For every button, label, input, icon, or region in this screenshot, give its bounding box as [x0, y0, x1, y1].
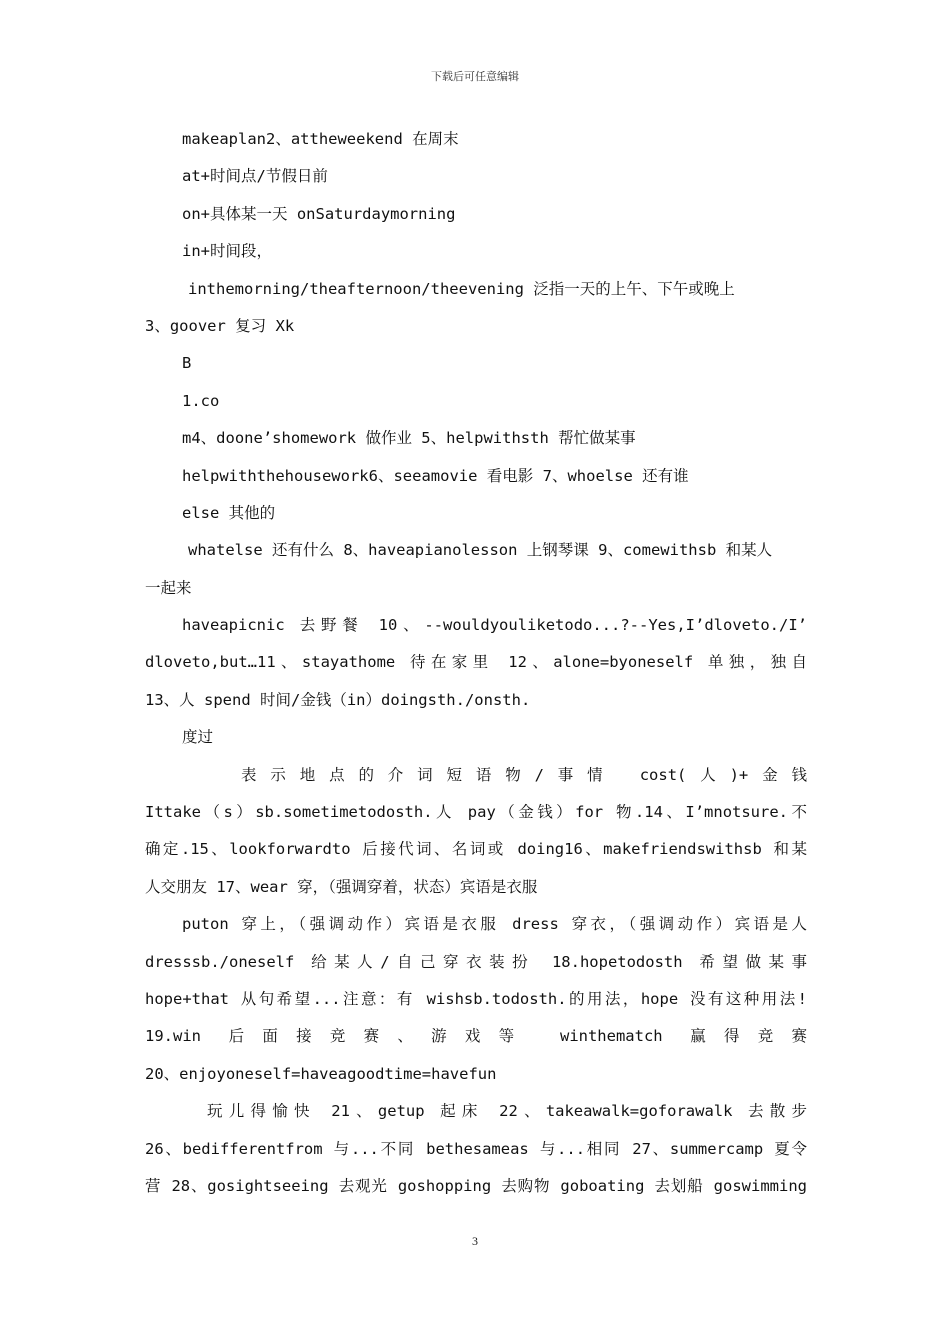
text-line: at+时间点/节假日前 [182, 167, 328, 186]
text-line: 一起来 [145, 578, 192, 597]
text-line: in+时间段， [182, 242, 272, 261]
text-line: haveapicnic 去野餐 10、--wouldyouliketodo...?--Yes,I’dloveto./I’ [182, 616, 807, 635]
text-line: hope+that 从句希望...注意：有 wishsb.todosth.的用法，hope 没有这种用法! [145, 989, 807, 1008]
text-line: Ittake（s）sb.sometimetodosth.人 pay（金钱）for 物.14、I’mnotsure.不 [145, 803, 807, 822]
text-line: else 其他的 [182, 503, 276, 522]
text-line: 26、bedifferentfrom 与...不同 bethesameas 与...相同 27、summercamp 夏令 [145, 1139, 807, 1158]
text-line: 20、enjoyoneself=haveagoodtime=havefun [145, 1064, 497, 1083]
text-line: B [182, 354, 192, 373]
text-line: 营 28、gosightseeing 去观光 goshopping 去购物 goboating 去划船 goswimming [145, 1176, 807, 1195]
text-line: makeaplan2、attheweekend 在周末 [182, 130, 459, 148]
text-line: 玩儿得愉快 21、getup 起床 22、takeawalk=goforawalk 去散步 [207, 1102, 807, 1121]
text-line: 1.co [182, 391, 220, 410]
text-line: helpwiththehousework6、seeamovie 看电影 7、whoelse 还有谁 [182, 466, 689, 485]
page-number: 3 [472, 1234, 478, 1248]
text-line: 19.win 后面接竞赛、游戏等 winthematch 赢得竞赛 [145, 1027, 807, 1046]
text-line: inthemorning/theafternoon/theevening 泛指一天的上午、下午或晚上 [188, 279, 735, 298]
text-line: whatelse 还有什么 8、haveapianolesson 上钢琴课 9、comewithsb 和某人 [188, 541, 773, 560]
document-body [145, 128, 807, 1212]
text-line: puton 穿上，（强调动作）宾语是衣服 dress 穿衣，（强调动作）宾语是人 [182, 915, 807, 934]
text-line: 13、人 spend 时间/金钱（in）doingsth./onsth. [145, 690, 531, 709]
text-line: 3、goover 复习 Xk [145, 316, 295, 335]
text-line: on+具体某一天 onSaturdaymorning [182, 204, 456, 223]
text-line: 人交朋友 17、wear 穿，（强调穿着，状态）宾语是衣服 [145, 877, 538, 896]
text-line: m4、doone’shomework 做作业 5、helpwithsth 帮忙做某事 [182, 429, 636, 448]
text-line: 确定.15、lookforwardto 后接代词、名词或 doing16、makefriendswithsb 和某 [145, 840, 807, 859]
page-header: 下载后可任意编辑 [431, 70, 519, 83]
text-line: 度过 [182, 728, 214, 747]
text-line: dresssb./oneself 给某人/自己穿衣装扮 18.hopetodosth 希望做某事 [145, 952, 807, 971]
text-line: dloveto,but…11、stayathome 待在家里 12、alone=byoneself 单独，独自 [145, 653, 807, 672]
text-line: 表示地点的介词短语物/事情 cost(人)+金钱 [241, 765, 807, 784]
